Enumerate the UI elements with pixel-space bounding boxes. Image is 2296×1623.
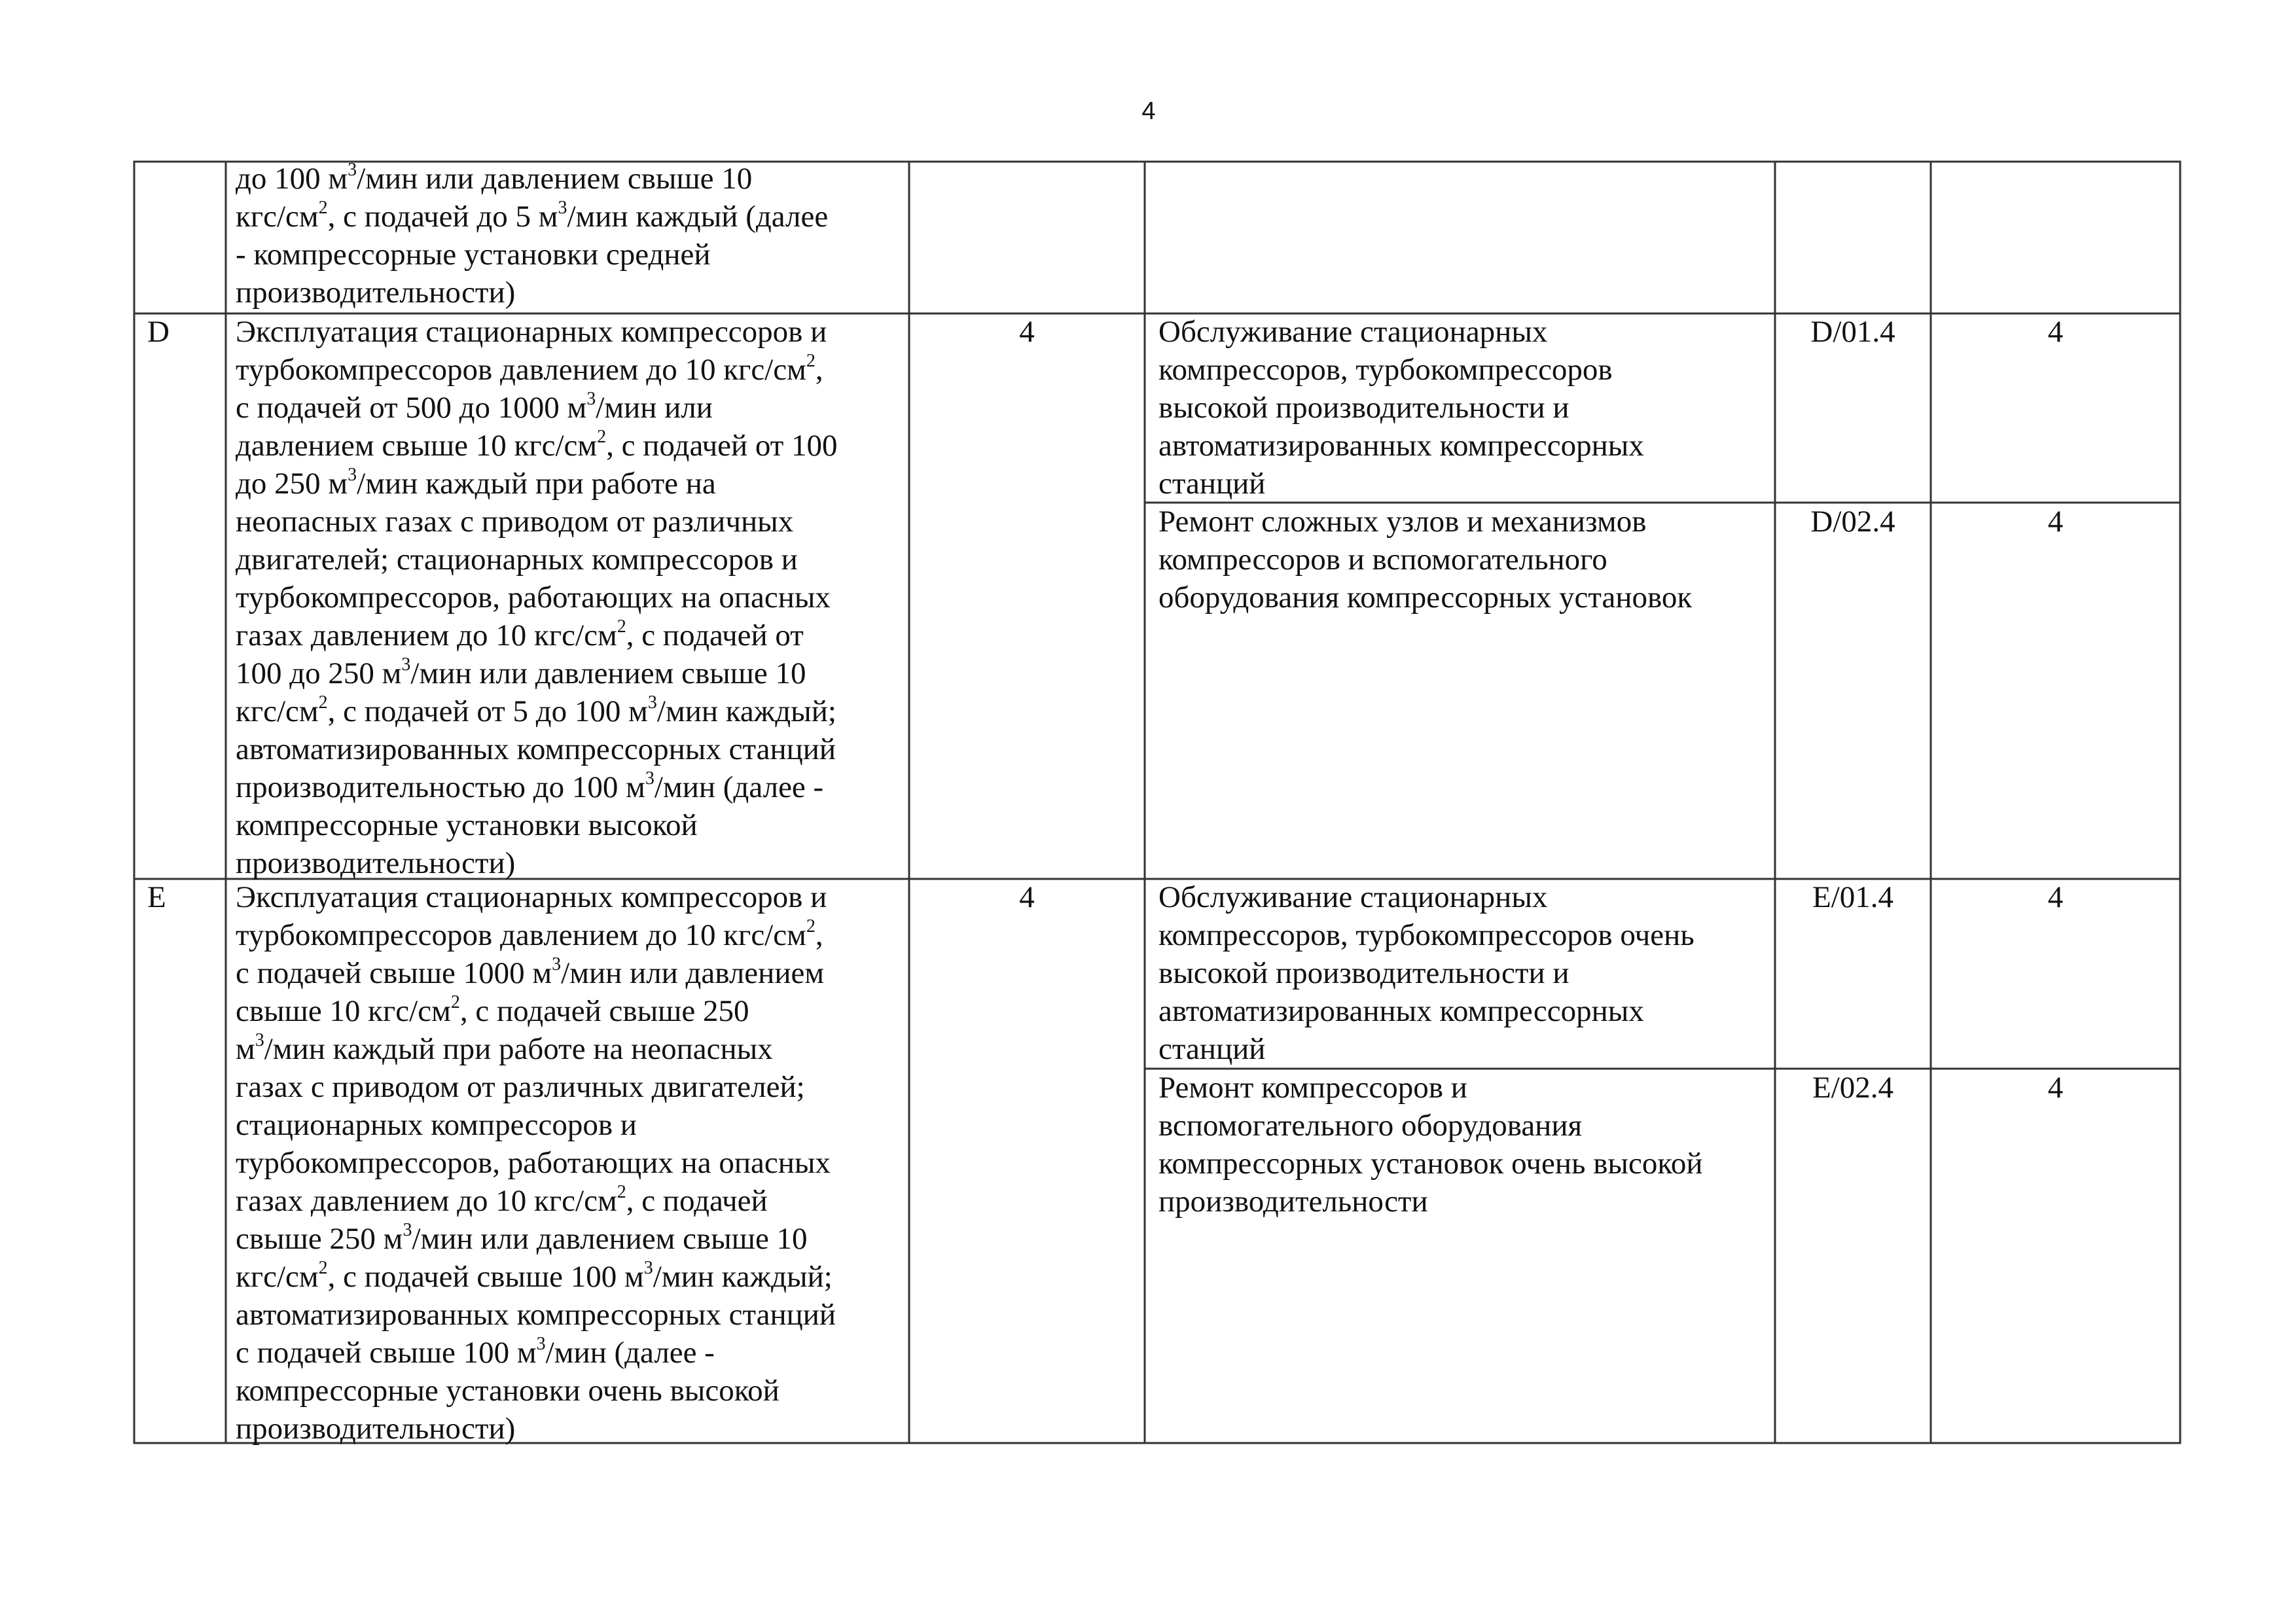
- task-code-cell: D/01.4: [1810, 315, 1895, 349]
- function-line: кгс/$см^2$, с подачей от 5 до 100 $м^3$/мин каждый;: [236, 692, 836, 728]
- function-line: кгс/$см^2$, с подачей свыше 100 $м^3$/мин каждый;: [236, 1258, 833, 1294]
- task-name-cell: [1158, 503, 1770, 616]
- function-line: неопасных газах с приводом от различных: [236, 505, 794, 539]
- function-line: производительностью до 100 $м^3$/мин (далее -: [236, 768, 824, 804]
- function-line: двигателей; стационарных компрессоров и: [236, 543, 798, 577]
- task-name-cell: [1158, 878, 1770, 1068]
- task-line: станций: [1158, 1032, 1266, 1066]
- task-level-cell: 4: [2047, 1071, 2064, 1105]
- row-code-cell: D: [147, 315, 170, 349]
- task-line: автоматизированных компрессорных: [1158, 429, 1644, 463]
- function-line: компрессорные установки очень высокой: [236, 1374, 780, 1408]
- function-line: турбокомпрессоров давлением до 10 кгс/$см^2$,: [236, 916, 823, 952]
- function-line: $м^3$/мин каждый при работе на неопасных: [236, 1030, 773, 1066]
- function-line: 100 до 250 $м^3$/мин или давлением свыше 10: [236, 654, 806, 690]
- function-line: стационарных компрессоров и: [236, 1108, 637, 1142]
- function-line: производительности): [236, 846, 516, 880]
- function-cell: [236, 313, 903, 882]
- task-code-cell: E/02.4: [1812, 1071, 1894, 1105]
- function-line: с подачей от 500 до 1000 $м^3$/мин или: [236, 389, 713, 425]
- function-line: производительности): [236, 1412, 516, 1446]
- function-line: до 100 $м^3$/мин или давлением свыше 10: [236, 160, 753, 196]
- task-line: Ремонт компрессоров и: [1158, 1071, 1467, 1105]
- task-line: станций: [1158, 467, 1266, 501]
- task-line: оборудования компрессорных установок: [1158, 580, 1693, 615]
- task-line: высокой производительности и: [1158, 391, 1570, 425]
- task-code-cell: D/02.4: [1810, 505, 1895, 539]
- function-line: кгс/$см^2$, с подачей до 5 $м^3$/мин каждый (далее: [236, 198, 829, 234]
- function-line: автоматизированных компрессорных станций: [236, 1298, 836, 1332]
- function-line: турбокомпрессоров, работающих на опасных: [236, 580, 831, 615]
- function-line: газах давлением до 10 кгс/$см^2$, с подачей: [236, 1182, 768, 1218]
- qualification-level-cell: 4: [1019, 880, 1035, 914]
- function-line: свыше 10 кгс/$см^2$, с подачей свыше 250: [236, 992, 749, 1028]
- function-line: турбокомпрессоров давлением до 10 кгс/$см^2$,: [236, 351, 823, 387]
- function-line: давлением свыше 10 кгс/$см^2$, с подачей от 100: [236, 427, 838, 463]
- task-line: Обслуживание стационарных: [1158, 880, 1548, 914]
- task-line: высокой производительности и: [1158, 956, 1570, 990]
- qualification-level-cell: 4: [1019, 315, 1035, 349]
- function-line: компрессорные установки высокой: [236, 808, 698, 842]
- function-line: - компрессорные установки средней: [236, 238, 711, 272]
- function-line: с подачей свыше 100 $м^3$/мин (далее -: [236, 1334, 715, 1370]
- task-level-cell: 4: [2047, 315, 2064, 349]
- function-line: турбокомпрессоров, работающих на опасных: [236, 1146, 831, 1180]
- function-line: газах давлением до 10 кгс/$см^2$, с подачей от: [236, 616, 804, 652]
- task-line: Ремонт сложных узлов и механизмов: [1158, 505, 1647, 539]
- function-line: Эксплуатация стационарных компрессоров и: [236, 880, 827, 914]
- task-name-cell: [1158, 313, 1770, 503]
- task-line: Обслуживание стационарных: [1158, 315, 1548, 349]
- task-line: производительности: [1158, 1185, 1428, 1219]
- function-line: автоматизированных компрессорных станций: [236, 732, 836, 766]
- function-line: с подачей свыше 1000 $м^3$/мин или давлением: [236, 954, 825, 990]
- function-line: Эксплуатация стационарных компрессоров и: [236, 315, 827, 349]
- task-level-cell: 4: [2047, 505, 2064, 539]
- task-line: автоматизированных компрессорных: [1158, 994, 1644, 1028]
- task-level-cell: 4: [2047, 880, 2064, 914]
- function-line: газах с приводом от различных двигателей;: [236, 1070, 805, 1104]
- function-line: до 250 $м^3$/мин каждый при работе на: [236, 465, 716, 501]
- function-cell: [236, 878, 903, 1448]
- page-number: 4: [1141, 98, 1156, 125]
- row-code-cell: E: [147, 880, 166, 914]
- task-line: компрессоров, турбокомпрессоров: [1158, 353, 1613, 387]
- task-code-cell: E/01.4: [1812, 880, 1894, 914]
- function-line: свыше 250 $м^3$/мин или давлением свыше 10: [236, 1220, 808, 1256]
- task-line: компрессорных установок очень высокой: [1158, 1147, 1703, 1181]
- function-cell-continuation: [236, 160, 903, 312]
- task-line: компрессоров, турбокомпрессоров очень: [1158, 918, 1695, 952]
- task-name-cell: [1158, 1069, 1770, 1221]
- task-line: компрессоров и вспомогательного: [1158, 543, 1607, 577]
- function-line: производительности): [236, 276, 516, 310]
- task-line: вспомогательного оборудования: [1158, 1109, 1583, 1143]
